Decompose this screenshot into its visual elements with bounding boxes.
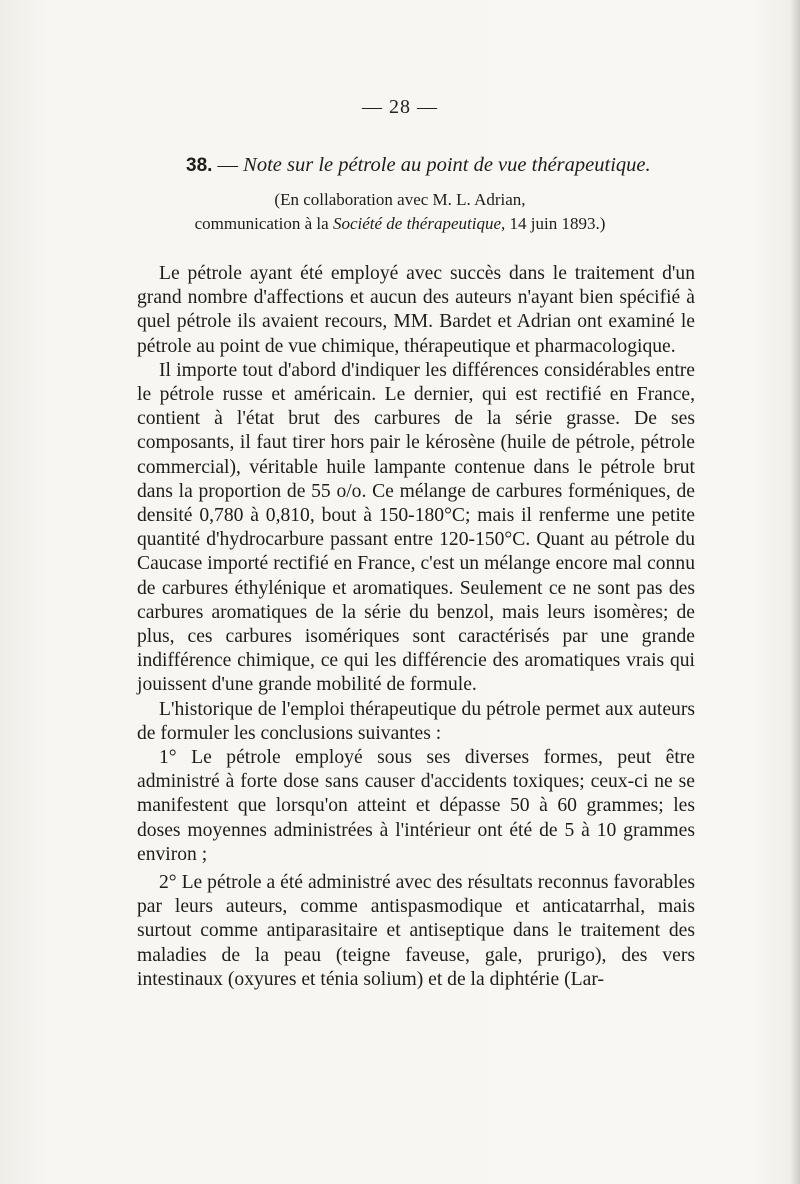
- paragraph-differences: Il importe tout d'abord d'indiquer les différences considérables entre le pétrole russe et américain. Le dernier, qui est rectifié en France, contient à l'état brut des carbures de la série grasse. De ses composants, il faut tirer hors pair le kérosène (huile de pétrole, pétrole commercial), véritable huile lampante contenue dans le pétrole brut dans la proportion de 55 o/o. Ce mélange de carbures forméniques, de densité 0,780 à 0,810, bout à 150-180°C; mais il renferme une petite quantité d'hydrocarbure passant entre 120-150°C. Quant au pétrole du Caucase importé rectifié en France, c'est un mélange encore mal connu de carbures éthylénique et aromatiques. Seulement ce ne sont pas des carbures aromatiques de la série du benzol, mais leurs isomères; de plus, ces carbures isomériques sont caractérisés par une grande indifférence chimique, ce qui les différencie des aromatiques vrais qui jouissent d'une grande mobilité de formule.: [137, 359, 695, 696]
- section-number: 38.: [186, 155, 213, 176]
- collaboration-line: (En collaboration avec M. L. Adrian,: [274, 190, 526, 209]
- communication-prefix: communication à la: [194, 214, 333, 233]
- page-number: — 28 —: [362, 96, 438, 118]
- heading-separator: —: [212, 154, 244, 176]
- page-edge-shadow: [790, 0, 800, 1184]
- paragraph-conclusion-2: 2° Le pétrole a été administré avec des résultats reconnus favorables par leurs auteurs, comme antispasmodique et anticatarrhal, mais surtout comme antiparasitaire et antiseptique dans le traitement des maladies de la peau (teigne faveuse, gale, prurigo), des vers intestinaux (oxyures et ténia solium) et de la diphtérie (Lar-: [137, 872, 695, 990]
- body-text: [137, 262, 695, 992]
- communication-date: 14 juin 1893.): [505, 214, 606, 233]
- communication-line: [0, 212, 800, 236]
- paragraph-history: L'historique de l'emploi thérapeutique du pétrole permet aux auteurs de formuler les conclusions suivantes :: [137, 698, 695, 744]
- section-title: Note sur le pétrole au point de vue thérapeutique.: [243, 154, 651, 176]
- society-name: Société de thérapeutique,: [332, 214, 506, 233]
- section-heading: [186, 154, 651, 177]
- paragraph-conclusion-1: 1° Le pétrole employé sous ses diverses formes, peut être administré à forte dose sans causer d'accidents toxiques; ceux-ci ne se manifestent que lorsqu'on atteint et dépasse 50 à 60 grammes; les doses moyennes administrées à l'intérieur ont été de 5 à 10 grammes environ ;: [137, 747, 695, 865]
- paragraph-intro: Le pétrole ayant été employé avec succès dans le traitement d'un grand nombre d'affections et aucun des auteurs n'ayant bien spécifié à quel pétrole ils avaient recours, MM. Bardet et Adrian ont examiné le pétrole au point de vue chimique, thérapeutique et pharmacologique.: [137, 263, 695, 357]
